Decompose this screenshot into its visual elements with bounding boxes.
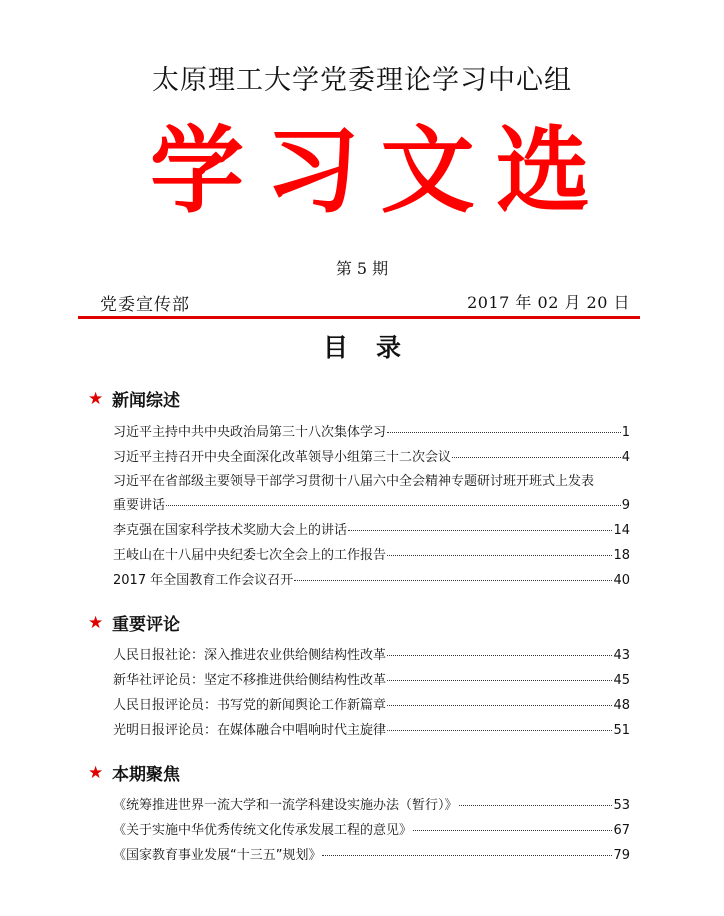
toc-entry-title: 王岐山在十八届中央纪委七次全会上的工作报告 [113, 548, 387, 563]
leader-dots [387, 655, 612, 656]
section-heading-focus [88, 760, 180, 785]
toc-entry-page: 51 [613, 723, 630, 738]
toc-entry-page: 40 [613, 573, 630, 588]
title-char: 文 [380, 117, 475, 226]
toc-entry-title: 光明日报评论员：在媒体融合中唱响时代主旋律 [113, 723, 387, 738]
toc-entry-title: 人民日报社论：深入推进农业供给侧结构性改革 [113, 648, 387, 663]
leader-dots [452, 457, 621, 458]
leader-dots [459, 805, 613, 806]
toc-title: 目录 [322, 333, 429, 362]
star-icon: ★ [88, 762, 104, 783]
toc-entry[interactable] [113, 497, 630, 515]
leader-dots [387, 730, 612, 731]
toc-entry-page: 9 [621, 498, 630, 513]
toc-entry-title: 重要讲话 [113, 498, 166, 513]
toc-entry[interactable] [113, 522, 630, 540]
toc-entry[interactable] [113, 822, 630, 840]
leader-dots [413, 830, 612, 831]
toc-entry-page: 48 [613, 698, 630, 713]
leader-dots [322, 855, 612, 856]
toc-entry[interactable] [113, 672, 630, 690]
section-heading-commentary [88, 610, 180, 635]
star-icon: ★ [88, 612, 104, 633]
organization-title: 太原理工大学党委理论学习中心组 [152, 65, 572, 96]
department: 党委宣传部 [100, 295, 190, 315]
title-char: 习 [265, 117, 360, 226]
toc-entry[interactable] [113, 697, 630, 715]
toc-entry-page: 45 [613, 673, 630, 688]
toc-entry[interactable] [113, 847, 630, 865]
toc-entry-page: 43 [613, 648, 630, 663]
toc-entry[interactable] [113, 424, 630, 442]
toc-entry-title: 习近平主持中共中央政治局第三十八次集体学习 [113, 425, 387, 440]
section-label: 重要评论 [112, 615, 180, 635]
toc-entry-title: 《国家教育事业发展“十三五”规划》 [113, 848, 322, 863]
toc-entry-title: 习近平主持召开中央全面深化改革领导小组第三十二次会议 [113, 450, 452, 465]
toc-entry[interactable] [113, 449, 630, 467]
toc-entry-title: 人民日报评论员：书写党的新闻舆论工作新篇章 [113, 698, 387, 713]
toc-entry-page: 53 [613, 798, 630, 813]
toc-entry-page: 1 [621, 425, 630, 440]
toc-entry-title: 《关于实施中华优秀传统文化传承发展工程的意见》 [113, 823, 413, 838]
toc-entry-page: 67 [613, 823, 630, 838]
title-char: 选 [495, 117, 590, 226]
toc-entry[interactable] [113, 572, 630, 590]
leader-dots [348, 530, 612, 531]
section-label: 新闻综述 [112, 391, 180, 411]
toc-entry[interactable] [113, 722, 630, 740]
section-heading-news [88, 386, 180, 411]
toc-entry-page: 79 [613, 848, 630, 863]
section-label: 本期聚焦 [112, 765, 180, 785]
toc-entry-title: 新华社评论员：坚定不移推进供给侧结构性改革 [113, 673, 387, 688]
header-divider [78, 316, 640, 319]
toc-entry[interactable] [113, 797, 630, 815]
leader-dots [387, 680, 612, 681]
toc-entry[interactable] [113, 647, 630, 665]
leader-dots [387, 555, 612, 556]
toc-entry-title: 2017 年全国教育工作会议召开 [113, 573, 294, 588]
toc-entry-page: 4 [621, 450, 630, 465]
leader-dots [294, 580, 612, 581]
leader-dots [387, 705, 612, 706]
toc-entry-page: 18 [613, 548, 630, 563]
leader-dots [387, 432, 621, 433]
toc-entry-title: 李克强在国家科学技术奖励大会上的讲话 [113, 523, 348, 538]
toc-entry-page: 14 [613, 523, 630, 538]
publication-title [150, 118, 590, 226]
title-char: 学 [150, 117, 245, 226]
issue-number: 第 5 期 [335, 259, 389, 278]
toc-entry-title-line1[interactable]: 习近平在省部级主要领导干部学习贯彻十八届六中全会精神专题研讨班开班式上发表 [113, 474, 595, 489]
toc-entry[interactable] [113, 547, 630, 565]
toc-entry-title: 《统筹推进世界一流大学和一流学科建设实施办法（暂行）》 [113, 798, 458, 813]
star-icon: ★ [88, 388, 104, 409]
leader-dots [166, 505, 621, 506]
issue-date: 2017 年 02 月 20 日 [467, 293, 630, 312]
